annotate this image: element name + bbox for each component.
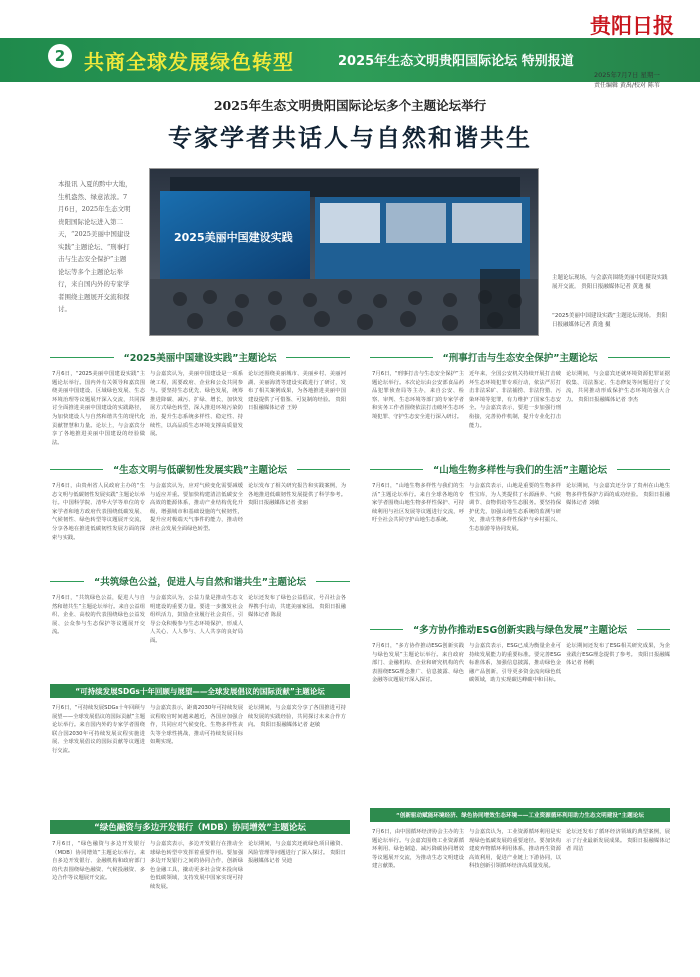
article-column: 与会嘉宾表示，ESG已成为衡量企业可持续发展能力的重要标准。要完善ESG标准体系，加强信息披露，推动绿色金融产品创新，引导更多资金流向绿色低碳领域，助力实现碳达峰碳中和目标。 (469, 643, 561, 684)
article-column: 7月6日，“可持续发展SDGs十年回顾与展望——全球发展倡议的国际贡献”主题论坛举行。来自国内外的专家学者围绕联合国2030年可持续发展议程实施进展、全球发展倡议的国际贡献等议题进行交流。 (52, 705, 145, 754)
issue-date: 2025年7月7日 星期一 (594, 71, 660, 79)
section-heading: “创新驱动赋能环境经济、绿色协同增效生态环境——工业资源循环利用助力生态文明建设”主题论坛 (370, 808, 670, 822)
article-column: 与会嘉宾认为，美丽中国建设是一项系统工程，需要政府、企业和公众共同参与。要坚持生态优先、绿色发展，统筹推进降碳、减污、扩绿、增长，加快发展方式绿色转型，深入推进环境污染防治，提升生态系统多样性、稳定性、持续性，以高品质生态环境支撑高质量发展。 (150, 371, 243, 438)
article-column: 论坛期间，与会嘉宾分享了各国推进可持续发展的实践经验，共同探讨未来合作方向。 贵阳日报融媒体记者 赵敏 (248, 705, 346, 729)
editor-credit: 责任编辑 黄禹/校对 陈苇 (594, 82, 660, 89)
conference-hall-image (150, 169, 539, 336)
article-column: 与会嘉宾表示，距离2030年可持续发展议程收官时间越来越近，各国应加强合作，共同应对气候变化、生物多样性丧失等全球性挑战，推动可持续发展目标如期实现。 (150, 705, 243, 746)
article-column: 论坛发布了相关研究报告和实践案例，为各地推进低碳韧性发展提供了科学参考。 贵阳日报融媒体记者 张丽 (248, 483, 346, 507)
article-column: 与会嘉宾认为，应对气候变化需要减缓与适应并重。要加快构建清洁低碳安全高效的能源体系，推动产业结构优化升级，增强城市和基础设施的气候韧性，提升应对极端天气事件的能力，推动经济社会发展全面绿色转型。 (150, 483, 243, 532)
article-column: 与会嘉宾表示，多边开发银行在推动全球绿色转型中发挥着重要作用。要加强多边开发银行之间的协同合作，创新绿色金融工具，撬动更多社会资本投向绿色低碳领域，支持发展中国家实现可持续发展。 (150, 841, 243, 890)
section-heading: “绿色融资与多边开发银行（MDB）协同增效”主题论坛 (50, 820, 350, 834)
photo-caption-secondary: “2025美丽中国建设实践”主题论坛现场。 贵阳日报融媒体记者 黄逸 摄 (552, 313, 667, 328)
section-heading: “刑事打击与生态安全保护”主题论坛 (370, 350, 670, 364)
article-column: 7月6日，“共筑绿色公益，促进人与自然和谐共生”主题论坛举行。来自公益组织、企业、高校的代表围绕绿色公益发展、公众参与生态保护等议题展开交流。 (52, 595, 145, 636)
screen-title: 2025美丽中国建设实践 (174, 231, 293, 244)
article-intro: 本报讯 入夏的黔中大地，生机盎然、绿意浓浓。7月6日，2025年生态文明贵阳国际论坛进入第二天，“2025美丽中国建设实践”主题论坛、“刑事打击与生态安全保护”主题论坛等多个主题论坛举行，来自国内外的专家学者围绕主题展开交流和探讨。 (58, 180, 132, 313)
article-headline: 专家学者共话人与自然和谐共生 (168, 124, 532, 152)
article-column: 论坛还发布了循环经济领域的典型案例，展示了行业最新发展成果。 贵阳日报融媒体记者 周洁 (566, 829, 670, 853)
section-heading: “共筑绿色公益，促进人与自然和谐共生”主题论坛 (50, 574, 350, 588)
section-heading: “生态文明与低碳韧性发展实践”主题论坛 (50, 462, 350, 476)
article-column: 7月6日，“刑事打击与生态安全保护”主题论坛举行。本次论坛由公安部食品药品犯罪侦查局等主办，来自公安、检察、审判、生态环境等部门的专家学者和实务工作者围绕依法打击破坏生态环境犯罪、守护生态安全进行深入研讨。 (372, 371, 464, 420)
photo-caption: 主题论坛现场，与会嘉宾围绕美丽中国建设实践展开交流。 贵阳日报融媒体记者 黄逸 摄 (552, 275, 668, 290)
banner-title: 共商全球发展绿色转型 (84, 50, 294, 74)
article-column: 论坛还围绕美丽城市、美丽乡村、美丽河湖、美丽海湾等建设实践进行了研讨，发布了相关案例成果，为各地推进美丽中国建设提供了可借鉴、可复制的经验。 贵阳日报融媒体记者 王婷 (248, 371, 346, 412)
forum-photo (149, 168, 539, 336)
article-column: 7月6日，“绿色融资与多边开发银行（MDB）协同增效”主题论坛举行。来自多边开发银行、金融机构和政府部门的代表围绕绿色融资、气候投融资、多边合作等议题展开交流。 (52, 841, 145, 882)
article-column: 7月6日，由贵州省人民政府主办的“生态文明与低碳韧性发展实践”主题论坛举行。中国科学院、清华大学等单位的专家学者和地方政府代表围绕低碳发展、气候韧性、绿色转型等议题展开交流，分享各地在推进低碳韧性发展方面的探索与实践。 (52, 483, 145, 541)
banner-subtitle: 2025年生态文明贵阳国际论坛 特别报道 (338, 54, 574, 69)
section-heading: “2025美丽中国建设实践”主题论坛 (50, 350, 350, 364)
article-column: 与会嘉宾表示，山地是重要的生物多样性宝库，为人类提供了水源涵养、气候调节、食物供给等生态服务。要坚持保护优先，加强山地生态系统的监测与研究，推动生物多样性保护与乡村振兴、生态旅游等协同发展。 (469, 483, 561, 532)
article-column: 论坛期间，与会嘉宾还分享了贵州在山地生物多样性保护方面的成功经验。 贵阳日报融媒体记者 刘敏 (566, 483, 670, 507)
article-column: 论坛还发布了绿色公益倡议，号召社会各界携手行动，共建美丽家园。 贵阳日报融媒体记者 陈晨 (248, 595, 346, 619)
article-column: 7月6日，由中国循环经济协会主办的主题论坛举行。与会嘉宾围绕工业资源循环利用、绿色制造、减污降碳协同增效等议题展开交流，为推动生态文明建设建言献策。 (372, 829, 464, 870)
section-heading: “可持续发展SDGs十年回顾与展望——全球发展倡议的国际贡献”主题论坛 (50, 684, 350, 698)
article-column: 论坛期间，与会嘉宾还就环境资源犯罪证据收集、司法鉴定、生态修复等问题进行了交流，共同推动形成保护生态环境的强大合力。 贵阳日报融媒体记者 李杰 (566, 371, 670, 403)
article-column: 近年来，全国公安机关持续开展打击破坏生态环境犯罪专项行动，依法严厉打击非法采矿、非法捕捞、非法狩猎、污染环境等犯罪，有力维护了国家生态安全。与会嘉宾表示，要进一步加强行刑衔接，完善协作机制，提升专业化打击能力。 (469, 371, 561, 429)
article-column: 论坛期间，与会嘉宾还就绿色项目融资、风险管理等问题进行了深入探讨。 贵阳日报融媒体记者 吴迪 (248, 841, 346, 865)
article-column: 7月6日，“2025美丽中国建设实践”主题论坛举行。国内外有关领导和嘉宾围绕美丽中国建设、区域绿色发展、生态环境治理等议题展开深入交流，共同探讨全面推进美丽中国建设的实践路径，为加快建设人与自然和谐共生的现代化贡献智慧和力量。论坛上，与会嘉宾分享了各地推进美丽中国建设的经验做法。 (52, 371, 145, 446)
article-column: 论坛期间还发布了ESG相关研究成果，为企业践行ESG理念提供了参考。 贵阳日报融媒体记者 杨帆 (566, 643, 670, 667)
section-heading: “山地生物多样性与我们的生活”主题论坛 (370, 462, 670, 476)
article-subheadline: 2025年生态文明贵阳国际论坛多个主题论坛举行 (213, 98, 487, 113)
article-column: 7月6日，“多方协作推动ESG创新实践与绿色发展”主题论坛举行。来自政府部门、金融机构、企业和研究机构的代表围绕ESG理念推广、信息披露、绿色金融等议题展开深入探讨。 (372, 643, 464, 684)
article-column: 与会嘉宾认为，公益力量是推动生态文明建设的重要力量。要进一步激发社会组织活力，鼓励企业履行社会责任，引导公众积极参与生态环境保护，形成人人关心、人人参与、人人共享的良好局面。 (150, 595, 243, 644)
article-column: 7月6日，“山地生物多样性与我们的生活”主题论坛举行。来自全球各地的专家学者围绕山地生物多样性保护、可持续利用与社区发展等议题进行交流，呼吁全社会共同守护山地生态系统。 (372, 483, 464, 524)
page-number: 2 (48, 44, 72, 68)
article-column: 与会嘉宾认为，工业资源循环利用是实现绿色低碳发展的重要途径。要加快构建废弃物循环利用体系，推动再生资源高效利用，促进产业链上下游协同，以科技创新引领循环经济高质量发展。 (469, 829, 561, 870)
section-heading: “多方协作推动ESG创新实践与绿色发展”主题论坛 (370, 622, 670, 636)
newspaper-logo: 贵阳日报 (590, 13, 674, 38)
